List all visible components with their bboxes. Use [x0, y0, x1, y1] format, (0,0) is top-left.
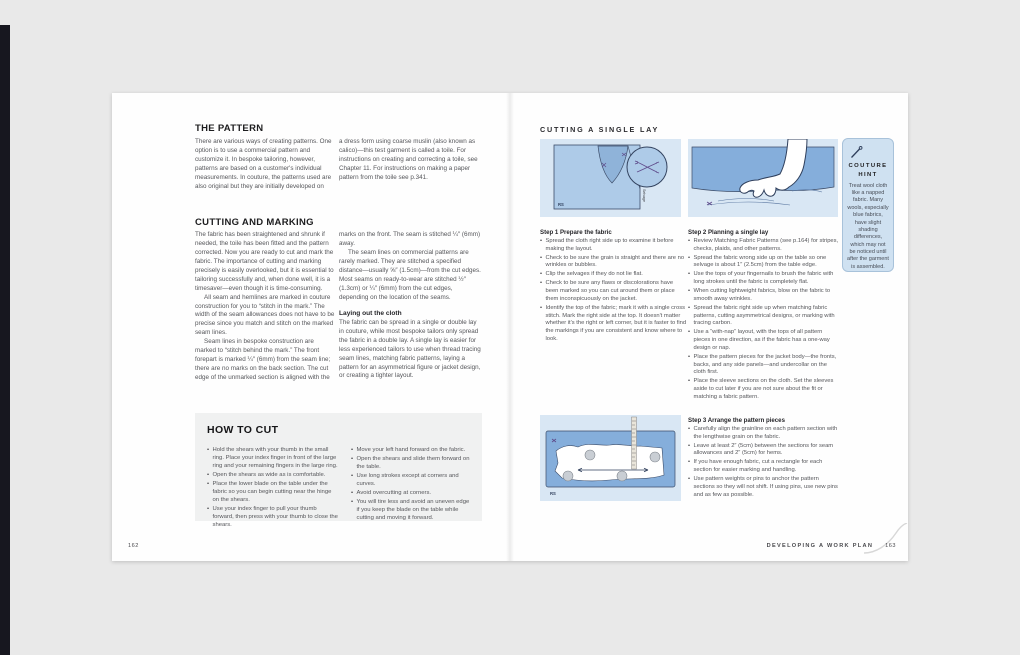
bullet-item: • Place the pattern pieces for the jacket body—the fronts, backs, and any side panels—and undercollar on the cloth first. [688, 354, 840, 377]
book-spread [112, 93, 908, 561]
bullet-item: • Use pattern weights or pins to anchor the pattern sections so they will not shift. If using pins, use new pins and as few as possible. [688, 476, 840, 499]
step-3 [688, 417, 840, 501]
bullet-item: • Avoid overcutting at corners. [351, 490, 471, 498]
bullet-item: • Identify the top of the fabric; mark it with a single cross stitch. Mark the right side at the top. It doesn't matter whether it's the right or left corner, but it is faster to find the markings if you are consistent and know where to look. [540, 305, 687, 344]
bullet-item: • Place the sleeve sections on the cloth. Set the sleeves aside to cut later if you are not sure about the fit or matching a fabric pattern. [688, 378, 840, 401]
couture-hint-title: COUTURE HINT [848, 163, 888, 178]
step-1 [540, 229, 687, 345]
bullet-item: • Use your index finger to pull your thumb forward, then press with your thumb to close the shears. [207, 506, 339, 530]
bullet-item: • Leave at least 2″ (5cm) between the sections for seam allowances and 2″ (5cm) for hems. [688, 443, 840, 459]
bullet-item: • Open the shears and slide them forward on the table. [351, 456, 471, 472]
pattern-weight [650, 452, 660, 462]
step-3-heading: Step 3 Arrange the pattern pieces [688, 417, 785, 424]
figure-arrange-pattern [540, 415, 681, 501]
bullet-item: • Carefully align the grainline on each pattern section with the lengthwise grain on the fabric. [688, 426, 840, 442]
how-to-cut-col2 [351, 447, 471, 524]
heading-how-to-cut: HOW TO CUT [207, 424, 279, 436]
cutting-marking-col1 [195, 231, 335, 383]
book-spine-edge [0, 25, 10, 655]
bullet-item: • Use long strokes except at corners and curves. [351, 473, 471, 489]
page-number-left: 162 [128, 543, 139, 549]
bullet-item: • Use the tops of your fingernails to brush the fabric with long strokes until the fabric is completely flat. [688, 271, 840, 287]
footer-right [646, 543, 896, 549]
bullet-item: • Check to be sure the grain is straight and there are no wrinkles or bubbles. [540, 255, 687, 271]
paragraph: The fabric has been straightened and shrunk if needed, the toile has been fitted and the pattern corrected. Now you are ready to cut and mark the fabric. The importance of cutting and marking precisely is easily overlooked, but it is essential to tailoring successfully and, when done well, it is a timesaver—even though it is time-consuming. [195, 231, 334, 292]
bullet-item: • Use a “with-nap” layout, with the tops of all pattern pieces in one direction, as if the fabric has a one-way design or nap. [688, 329, 840, 352]
prepare-fabric-illustration [540, 139, 681, 217]
bullet-item: • Move your left hand forward on the fabric. [351, 447, 471, 455]
step-2-bullets [688, 238, 840, 402]
the-pattern-col2: a dress form using coarse muslin (also known as calico)—this test garment is called a toile. For instructions on creating and correcting a toile, see Chapter 11. For instructions on making a paper pattern from the toile see p.341. [339, 138, 478, 181]
step-1-bullets [540, 238, 687, 344]
bullet-item: • Clip the selvages if they do not lie flat. [540, 271, 687, 279]
smoothing-hand-illustration [688, 139, 838, 217]
bullet-item: • Spread the fabric right side up when matching fabric patterns, cutting asymmetrical designs, or marking with tracing carbon. [688, 305, 840, 328]
ruler [632, 417, 637, 469]
figure-prepare-fabric [540, 139, 681, 217]
bullet-item: • If you have enough fabric, cut a rectangle for each section for easier marking and handling. [688, 459, 840, 475]
paragraph: marks on the front. The seam is stitched ¼″ (6mm) away. [339, 231, 481, 247]
bullet-item: • Check to be sure any flaws or discolorations have been marked so you can cut around them or place them inconspicuously on the jacket. [540, 280, 687, 303]
heading-laying-out-the-cloth: Laying out the cloth [339, 309, 402, 317]
running-head: DEVELOPING A WORK PLAN [766, 543, 874, 549]
step-1-heading: Step 1 Prepare the fabric [540, 229, 612, 236]
bullet-item: • Spread the fabric wrong side up on the table so one selvage is about 1″ (2.5cm) from the table edge. [688, 255, 840, 271]
paragraph: Seam lines in bespoke construction are marked to “stitch behind the mark.” The front forepart is marked ¼″ (6mm) from the seam line; there are no marks on the back section. The cut edge of the unmarked section is aligned with the [195, 338, 331, 381]
needle-icon [849, 145, 864, 160]
paragraph: All seam and hemlines are marked in couture construction for you to “stitch in the mark.” The width of the seam allowances does not have to be precise since you match and stitch on the marked seam lines. [195, 293, 335, 337]
couture-hint-text: Treat wool cloth like a napped fabric. Many wools, especially blue fabrics, have slight shading differences, which may not be noticed until after the garment is assembled. [847, 182, 889, 270]
bullet-item: • Review Matching Fabric Patterns (see p.164) for stripes, checks, plaids, and other patterns. [688, 238, 840, 254]
paragraph: The fabric can be spread in a single or double lay in couture, while most bespoke tailors only spread the fabric in a double lay. A single lay is easier for less experienced tailors to use when thread tracing seam lines, matching fabric patterns, laying a pattern for an asymmetrical figure or jacket design, or creating a tighter layout. [339, 318, 481, 380]
page-seam [506, 93, 514, 561]
heading-cutting-a-single-lay: CUTTING A SINGLE LAY [540, 125, 660, 134]
bullet-item: • Spread the cloth right side up to examine it before making the layout. [540, 238, 687, 254]
page-number-right: 163 [885, 543, 896, 549]
arrange-pattern-illustration [540, 415, 681, 501]
pattern-weight [563, 471, 573, 481]
the-pattern-col1: There are various ways of creating patterns. One option is to use a commercial pattern and customize it. In bespoke tailoring, however, patterns are based on a customer's individual measurements. In couture, the patterns used are also original but they are initially developed on [195, 138, 332, 190]
pattern-weight [617, 471, 627, 481]
heading-cutting-and-marking: CUTTING AND MARKING [195, 217, 314, 228]
bullet-item: • Open the shears as wide as is comfortable. [207, 472, 339, 480]
how-to-cut-box [195, 413, 482, 528]
paragraph: The seam lines on commercial patterns are rarely marked. They are stitched a specified distance—usually ⅝″ (1.5cm)—from the cut edges. Most seams on ready-to-wear are stitched ½″ (1.3cm) or ¼″ (6mm) from the cut edges, depending on the location of the seams. [339, 248, 481, 301]
page-corner-curl-mark [862, 523, 908, 559]
selvage-label: Selvage [642, 189, 646, 202]
right-side-label: RS [558, 202, 564, 207]
step-3-bullets [688, 426, 840, 499]
cutting-marking-col2 [339, 231, 482, 381]
bullet-item: • Place the lower blade on the table under the fabric so you can begin cutting near the hinge on the shears. [207, 481, 339, 505]
pattern-weight [585, 450, 595, 460]
step-2-heading: Step 2 Planning a single lay [688, 229, 769, 236]
bullet-item: • When cutting lightweight fabrics, blow on the fabric to smooth away wrinkles. [688, 288, 840, 304]
step-2 [688, 229, 840, 403]
how-to-cut-col1 [207, 447, 339, 531]
figure-smoothing-hand [688, 139, 838, 217]
bullet-item: • Hold the shears with your thumb in the small ring. Place your index finger in front of the large ring and your remaining fingers in the large ring. [207, 447, 339, 471]
couture-hint-box [842, 138, 894, 272]
heading-the-pattern: THE PATTERN [195, 123, 264, 134]
bullet-item: • You will tire less and avoid an uneven edge if you keep the blade on the table while cutting and moving it forward. [351, 499, 471, 523]
right-side-label: RS [550, 491, 556, 496]
